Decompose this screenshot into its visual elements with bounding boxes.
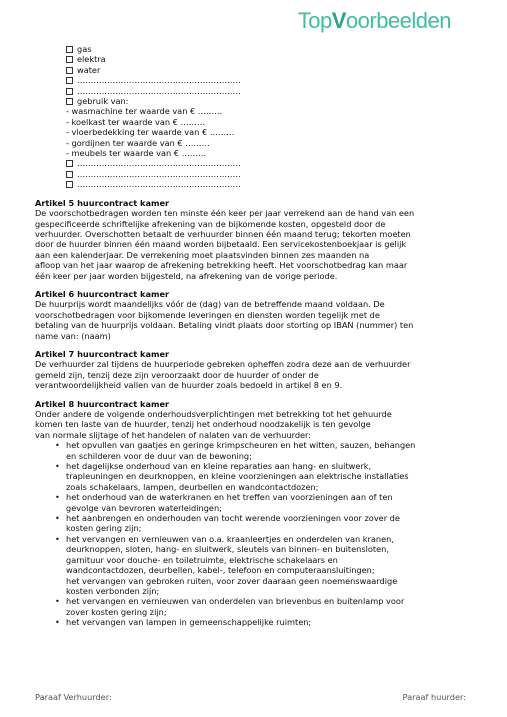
list-item [35,513,470,534]
text-line: De voorschotbedragen worden ten minste één keer per jaar verrekend aan de hand van een [35,208,415,219]
list-item-line: het onderhoud van de waterkranen en het treffen van voorzieningen aan of ten [66,492,393,503]
list-item-line: garnituur voor douche- en toiletruimte, elektrische schakelaars en [66,554,338,565]
list-item-line: kosten verbonden zijn; [66,585,160,596]
appliance-item: - vloerbedekking ter waarde van € ……… [66,127,235,138]
checkbox-icon [66,171,73,178]
list-item-line: het vervangen van gebroken ruiten, voor zover daaraan geen noemenswaardige [66,575,398,586]
checklist-item [35,54,470,64]
article-8-text [35,409,470,440]
checklist-item-label: gas [77,44,92,54]
bullet-icon: • [55,617,60,628]
appliance-item: - gordijnen ter waarde van € ……… [66,137,210,148]
checklist-item [35,158,470,168]
list-item [35,461,470,492]
document-body [35,44,470,628]
list-item-line: en schilderen voor de duur van de bewoning; [66,450,252,461]
list-item-line: het aanbrengen en onderhouden van tocht werende voorzieningen voor zover de [66,513,400,524]
list-item-line: het vervangen en vernieuwen van onderdelen van brievenbus en buitenlamp voor [66,596,405,607]
checkbox-icon [66,46,73,53]
bullet-icon: • [55,461,60,472]
checklist-item [35,44,470,54]
bullet-icon: • [55,440,60,451]
text-line: aan een kalenderjaar. De verrekening moet plaatsvinden binnen zes maanden na [35,249,370,260]
list-item-line: zover kosten gering zijn; [66,606,167,617]
checklist-item [35,179,470,189]
text-line: voorschotbedragen voor bijkomende leveringen en diensten worden tegelijk met de [35,309,380,320]
checklist-item-label: …………………………………………………… [77,179,241,190]
article-5 [35,198,470,281]
list-item [35,492,470,513]
list-item-line: het opvullen van gaatjes en geringe krimpscheuren en het witten, sauzen, behangen [66,440,416,451]
list-item [35,440,470,461]
text-line: De verhuurder zal tijdens de huurperiode gebreken opheffen zodra deze aan de verhuurder [35,359,411,370]
text-line: gemeld zijn, tenzij deze zijn veroorzaakt door de huurder of onder de [35,369,319,380]
text-line: betaling van de huurprijs voldaan. Betaling vindt plaats door storting op IBAN (nummer) ten [35,320,414,331]
article-8-title: Artikel 8 huurcontract kamer [35,398,170,409]
text-line: afloop van het jaar waarop de afrekening betrekking heeft. Het voorschotbedrag kan maar [35,260,408,271]
text-line: van normale slijtage of het handelen of nalaten van de verhuurder: [35,429,312,440]
list-item-line: gevolge van bevroren waterleidingen; [66,502,222,513]
article-6-text [35,299,470,341]
article-5-text [35,208,470,281]
checkbox-icon [66,98,73,105]
text-line: name van: (naam) [35,330,111,341]
article-7 [35,349,470,391]
list-item-line: wandcontactdozen, deurbellen, kabel-, telefoon en computeraansluitingen; [66,565,375,576]
list-item-line: het vervangen en vernieuwen van o.a. kraanleertjes en onderdelen van kranen, [66,533,394,544]
list-item-line: het dagelijkse onderhoud van en kleine reparaties aan hang- en sluitwerk, [66,461,372,472]
extra-checklist [35,158,470,189]
list-item-line: deurknoppen, sloten, hang- en sluitwerk, sleutels van binnen- en buitensloten, [66,544,389,555]
checklist-item-label: water [77,64,101,75]
checkbox-icon [66,88,73,95]
text-line: verhuurder. Overschotten betaalt de verhuurder binnen één maand terug; tekorten moeten [35,228,411,239]
list-item-line: trapleuningen en deurknoppen, en kleine voorzieningen aan elektrische installaties [66,471,409,482]
checklist-item-label: …………………………………………………… [77,85,241,96]
checklist-item-label: …………………………………………………… [77,168,241,179]
text-line: door de huurder binnen één maand worden bijbetaald. Een servicekostenboekjaar is gelijk [35,239,407,250]
utilities-checklist [35,44,470,106]
article-5-title: Artikel 5 huurcontract kamer [35,197,170,208]
initial-landlord-label: Paraaf Verhuurder: [35,692,112,702]
appliance-list [35,106,470,158]
article-6-title: Artikel 6 huurcontract kamer [35,288,170,299]
bullet-icon: • [55,513,60,524]
checklist-item [35,96,470,106]
text-line: Onder andere de volgende onderhoudsverplichtingen met betrekking tot het gehuurde [35,409,392,419]
checklist-item [35,86,470,96]
article-7-title: Artikel 7 huurcontract kamer [35,348,170,359]
bullet-icon: • [55,596,60,607]
checkbox-icon [66,56,73,63]
article-6 [35,289,470,341]
bullet-icon: • [55,533,60,544]
text-line: De huurprijs wordt maandelijks vóór de (dag) van de betreffende maand voldaan. De [35,299,385,310]
checklist-item-label: …………………………………………………… [77,75,241,86]
article-7-text [35,359,470,390]
checklist-item [35,169,470,179]
list-item-line: kosten gering zijn; [66,523,142,534]
checklist-item-label: gebruik van: [77,96,129,107]
checklist-item-label: elektra [77,54,106,65]
appliance-item: - koelkast ter waarde van € ……… [66,116,206,127]
appliance-item: - wasmachine ter waarde van € ……… [66,106,223,117]
list-item [35,596,470,617]
list-item [35,617,470,627]
list-item [35,534,470,576]
page-footer [35,692,472,702]
text-line: verantwoordelijkheid vallen van de huurder zoals bedoeld in artikel 8 en 9. [35,380,343,391]
maintenance-list [35,440,470,627]
text-line: gespecificeerde schriftelijke afrekening van de bijkomende kosten, opgesteld door de [35,218,386,229]
topvoorbeelden-logo: TopVoorbeelden [297,8,451,33]
list-item-line: het vervangen van lampen in gemeenschappelijke ruimten; [66,617,312,628]
text-line: één keer per jaar worden bijgesteld, na afrekening van de vorige periode. [35,270,338,281]
list-item [35,576,470,597]
checklist-item [35,65,470,75]
checkbox-icon [66,181,73,188]
initial-tenant-label: Paraaf huurder: [402,692,466,702]
list-item-line: zoals schakelaars, lampen, deurbellen en wandcontactdozen; [66,481,319,492]
checkbox-icon [66,67,73,74]
bullet-icon: • [55,492,60,503]
appliance-item: - meubels ter waarde van € ……… [66,148,207,159]
article-8 [35,399,470,628]
checkbox-icon [66,77,73,84]
checkbox-icon [66,160,73,167]
checklist-item-label: …………………………………………………… [77,158,241,169]
text-line: komen ten laste van de huurder, tenzij het onderhoud noodzakelijk is ten gevolge [35,419,371,430]
checklist-item [35,75,470,85]
